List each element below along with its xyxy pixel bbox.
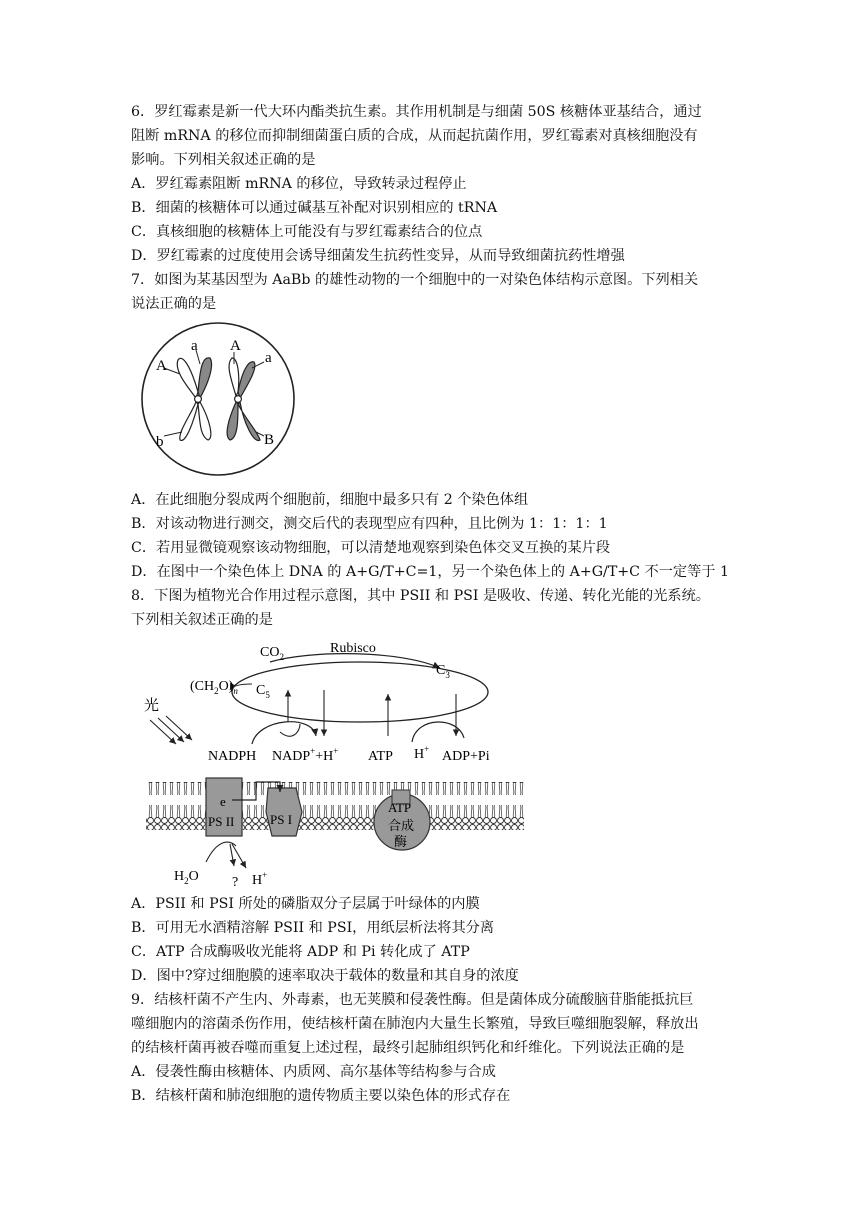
q8-option-c: C．ATP 合成酶吸收光能将 ADP 和 Pi 转化成了 ATP [131, 944, 470, 960]
label-rubisco: Rubisco [330, 641, 376, 656]
label-left-a: a [191, 338, 198, 354]
label-e: e [220, 794, 226, 809]
label-left-A: A [156, 358, 167, 374]
q9-stem-line-3: 的结核杆菌再被吞噬而重复上述过程，最终引起肺组织钙化和纤维化。下列说法正确的是 [131, 1040, 685, 1056]
q6-stem-line-2: 阻断 mRNA 的移位而抑制细菌蛋白质的合成，从而起抗菌作用，罗红霉素对真核细胞没有 [131, 128, 698, 144]
label-nadp: NADP++H+ [272, 746, 339, 764]
q9-stem-line-1: 9．结核杆菌不产生内、外毒素，也无荚膜和侵袭性酶。但是菌体成分硫酸脑苷脂能抵抗巨 [131, 992, 694, 1008]
label-h-bottom: H+ [252, 870, 268, 888]
q8-option-a: A．PSII 和 PSI 所处的磷脂双分子层属于叶绿体的内膜 [131, 896, 480, 912]
label-light: 光 [144, 698, 160, 714]
q9-stem-line-2: 噬细胞内的溶菌杀伤作用，使结核杆菌在肺泡内大量生长繁殖，导致巨噬细胞裂解，释放出 [131, 1016, 699, 1032]
q8-stem-line-2: 下列相关叙述正确的是 [131, 612, 273, 628]
thylakoid-membrane [146, 782, 524, 830]
label-ch2o: $(CH_2O)_n$ [190, 679, 238, 696]
q7-option-a: A．在此细胞分裂成两个细胞前，细胞中最多只有 2 个染色体组 [131, 492, 529, 508]
label-adp-pi: ADP+Pi [442, 749, 490, 764]
label-right-A: A [230, 338, 241, 354]
label-c5: $C_5$ [256, 683, 270, 700]
q6-option-c: C．真核细胞的核糖体上可能没有与罗红霉素结合的位点 [131, 224, 483, 240]
label-synthase-hecheng: 合成 [388, 818, 415, 833]
label-ps2: PS II [208, 814, 235, 829]
label-right-B: B [264, 432, 275, 448]
q8-option-b: B．可用无水酒精溶解 PSII 和 PSI，用纸层析法将其分离 [131, 920, 495, 936]
label-c3: $C_3$ [436, 663, 450, 680]
q6-option-a: A．罗红霉素阻断 mRNA 的移位，导致转录过程停止 [131, 176, 467, 192]
q6-option-d: D．罗红霉素的过度使用会诱导细菌发生抗药性变异，从而导致细菌抗药性增强 [131, 248, 625, 264]
label-h-top: H+ [414, 744, 430, 762]
label-left-b: b [156, 434, 164, 450]
label-synthase-mei: 酶 [394, 834, 408, 849]
label-nadph: NADPH [208, 749, 257, 764]
label-right-a: a [265, 350, 272, 366]
chromosome-figure [134, 320, 302, 478]
q7-option-c: C．若用显微镜观察该动物细胞，可以清楚地观察到染色体交叉互换的某片段 [131, 540, 611, 556]
q6-option-b: B．细菌的核糖体可以通过碱基互补配对识别相应的 tRNA [131, 200, 498, 216]
photosynthesis-figure [140, 632, 530, 894]
q7-stem-line-1: 7．如图为某基因型为 AaBb 的雄性动物的一个细胞中的一对染色体结构示意图。下列相关 [131, 272, 699, 288]
q8-option-d: D．图中?穿过细胞膜的速率取决于载体的数量和其自身的浓度 [131, 968, 519, 984]
q9-option-b: B．结核杆菌和肺泡细胞的遗传物质主要以染色体的形式存在 [131, 1088, 511, 1104]
label-ps1: PS I [270, 812, 293, 827]
q7-option-d: D．在图中一个染色体上 DNA 的 A+G/T+C=1，另一个染色体上的 A+G/T+C 不一定等于 1 [131, 564, 730, 580]
q8-stem-line-1: 8．下图为植物光合作用过程示意图，其中 PSII 和 PSI 是吸收、传递、转化光能的光系统。 [131, 588, 710, 604]
q6-stem-line-3: 影响。下列相关叙述正确的是 [131, 152, 316, 168]
q7-option-b: B．对该动物进行测交，测交后代的表现型应有四种，且比例为 1：1：1：1 [131, 516, 608, 532]
label-co2: $CO_2$ [260, 645, 284, 662]
q7-stem-line-2: 说法正确的是 [131, 296, 217, 312]
label-question: ? [232, 875, 239, 890]
label-synthase-atp: ATP [388, 800, 412, 815]
q9-option-a: A．侵袭性酶由核糖体、内质网、高尔基体等结构参与合成 [131, 1064, 496, 1080]
q6-stem-line-1: 6．罗红霉素是新一代大环内酯类抗生素。其作用机制是与细菌 50S 核糖体亚基结合，通过 [131, 104, 702, 120]
label-atp: ATP [368, 749, 393, 764]
label-h2o: $H_2O$ [174, 869, 199, 886]
